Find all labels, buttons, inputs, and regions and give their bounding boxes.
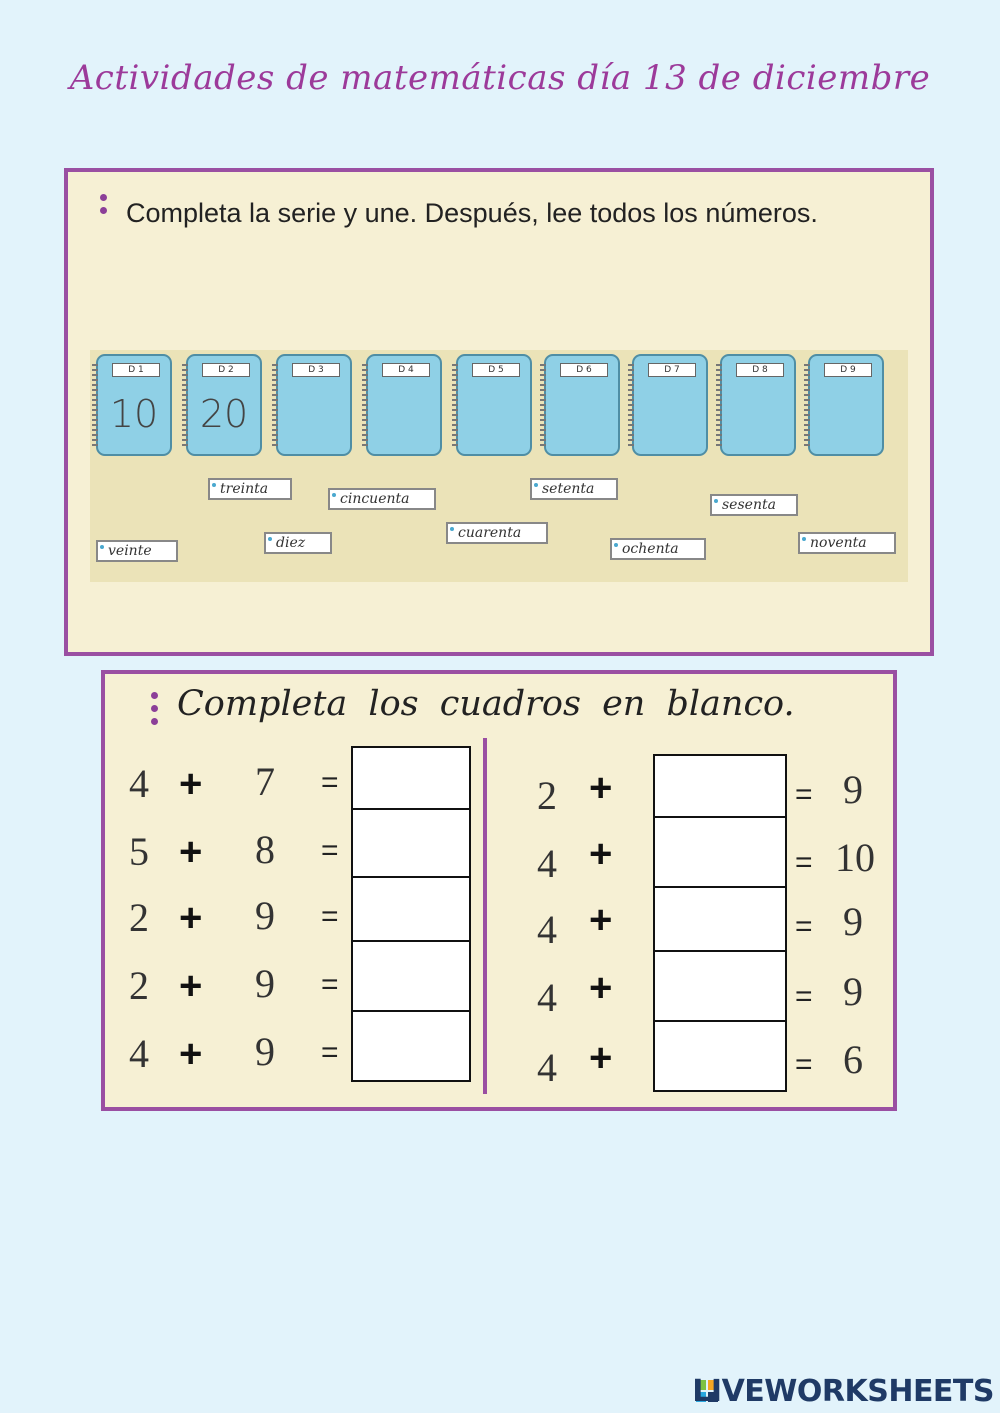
dot-icon xyxy=(100,545,104,549)
spiral-icon xyxy=(540,364,546,448)
answer-box[interactable] xyxy=(351,876,471,942)
equals-sign: = xyxy=(795,1048,813,1081)
word-card[interactable]: treinta xyxy=(208,478,292,500)
footer-brand: LIVEWORKSHEETS xyxy=(692,1374,994,1409)
notebook xyxy=(186,354,262,456)
dot-icon xyxy=(802,537,806,541)
notebook-blank[interactable] xyxy=(632,354,708,456)
dot-icon xyxy=(450,527,454,531)
dot-icon xyxy=(212,483,216,487)
answer-box[interactable] xyxy=(653,1020,787,1092)
addend-b: 7 xyxy=(255,759,275,804)
bullet-icon xyxy=(100,194,110,220)
plus-sign: + xyxy=(589,766,613,810)
plus-sign: + xyxy=(179,830,203,874)
addend-a: 4 xyxy=(537,907,557,952)
notebook-blank[interactable] xyxy=(808,354,884,456)
plus-sign: + xyxy=(179,1032,203,1076)
sum-result: 9 xyxy=(843,899,863,944)
notebook-label: D 2 xyxy=(202,363,250,377)
addend-b: 9 xyxy=(255,893,275,938)
sum-result: 10 xyxy=(835,835,875,880)
notebook xyxy=(96,354,172,456)
answer-box[interactable] xyxy=(653,950,787,1022)
spiral-icon xyxy=(362,364,368,448)
equals-sign: = xyxy=(321,900,339,933)
notebook-label: D 8 xyxy=(736,363,784,377)
word-card[interactable]: setenta xyxy=(530,478,618,500)
notebook-label: D 6 xyxy=(560,363,608,377)
exercise2-instruction: Completa los cuadros en blanco. xyxy=(177,684,795,724)
equals-sign: = xyxy=(321,766,339,799)
notebook-blank[interactable] xyxy=(276,354,352,456)
addend-b: 8 xyxy=(255,827,275,872)
addend-a: 4 xyxy=(129,1031,149,1076)
word-card[interactable]: diez xyxy=(264,532,332,554)
equals-sign: = xyxy=(321,1036,339,1069)
answer-box[interactable] xyxy=(351,746,471,810)
addend-a: 4 xyxy=(537,841,557,886)
plus-sign: + xyxy=(589,1036,613,1080)
word-card[interactable]: sesenta xyxy=(710,494,798,516)
notebook-label: D 4 xyxy=(382,363,430,377)
answer-box[interactable] xyxy=(351,1010,471,1082)
word-card[interactable]: noventa xyxy=(798,532,896,554)
addend-a: 2 xyxy=(129,895,149,940)
dot-icon xyxy=(268,537,272,541)
spiral-icon xyxy=(804,364,810,448)
notebook-blank[interactable] xyxy=(720,354,796,456)
word-card[interactable]: ochenta xyxy=(610,538,706,560)
addend-a: 4 xyxy=(129,761,149,806)
sum-result: 6 xyxy=(843,1037,863,1082)
equals-sign: = xyxy=(795,910,813,943)
notebook-blank[interactable] xyxy=(544,354,620,456)
dot-icon xyxy=(714,499,718,503)
equals-sign: = xyxy=(321,968,339,1001)
series-strip xyxy=(90,350,908,582)
notebook-number: 10 xyxy=(109,392,159,436)
addend-a: 5 xyxy=(129,829,149,874)
bullet-icon xyxy=(151,692,161,731)
answer-box[interactable] xyxy=(653,754,787,818)
plus-sign: + xyxy=(179,896,203,940)
answer-box[interactable] xyxy=(351,808,471,878)
dot-icon xyxy=(332,493,336,497)
spiral-icon xyxy=(452,364,458,448)
notebook-label: D 5 xyxy=(472,363,520,377)
notebook-label: D 3 xyxy=(292,363,340,377)
equals-sign: = xyxy=(321,834,339,867)
equals-sign: = xyxy=(795,778,813,811)
notebook-label: D 9 xyxy=(824,363,872,377)
exercise1-instruction: Completa la serie y une. Después, lee todos los números. xyxy=(126,198,818,228)
plus-sign: + xyxy=(589,966,613,1010)
addend-a: 2 xyxy=(129,963,149,1008)
notebook-blank[interactable] xyxy=(456,354,532,456)
exercise2-panel xyxy=(101,670,897,1111)
exercise1-panel xyxy=(64,168,934,656)
page-title: Actividades de matemáticas día 13 de diciembre xyxy=(69,58,931,98)
notebook-label: D 7 xyxy=(648,363,696,377)
sum-result: 9 xyxy=(843,767,863,812)
addend-b: 9 xyxy=(255,1029,275,1074)
dot-icon xyxy=(614,543,618,547)
answer-box[interactable] xyxy=(653,816,787,888)
plus-sign: + xyxy=(589,898,613,942)
sum-result: 9 xyxy=(843,969,863,1014)
spiral-icon xyxy=(272,364,278,448)
word-card[interactable]: cuarenta xyxy=(446,522,548,544)
equals-sign: = xyxy=(795,846,813,879)
answer-box[interactable] xyxy=(351,940,471,1012)
addend-b: 9 xyxy=(255,961,275,1006)
word-card[interactable]: veinte xyxy=(96,540,178,562)
plus-sign: + xyxy=(589,832,613,876)
spiral-icon xyxy=(628,364,634,448)
notebook-blank[interactable] xyxy=(366,354,442,456)
dot-icon xyxy=(534,483,538,487)
notebook-label: D 1 xyxy=(112,363,160,377)
addend-a: 4 xyxy=(537,975,557,1020)
answer-box[interactable] xyxy=(653,886,787,952)
column-divider xyxy=(483,738,487,1094)
word-card[interactable]: cincuenta xyxy=(328,488,436,510)
spiral-icon xyxy=(716,364,722,448)
addend-a: 4 xyxy=(537,1045,557,1090)
equals-sign: = xyxy=(795,980,813,1013)
plus-sign: + xyxy=(179,964,203,1008)
plus-sign: + xyxy=(179,762,203,806)
addend-a: 2 xyxy=(537,773,557,818)
notebook-number: 20 xyxy=(199,392,249,436)
